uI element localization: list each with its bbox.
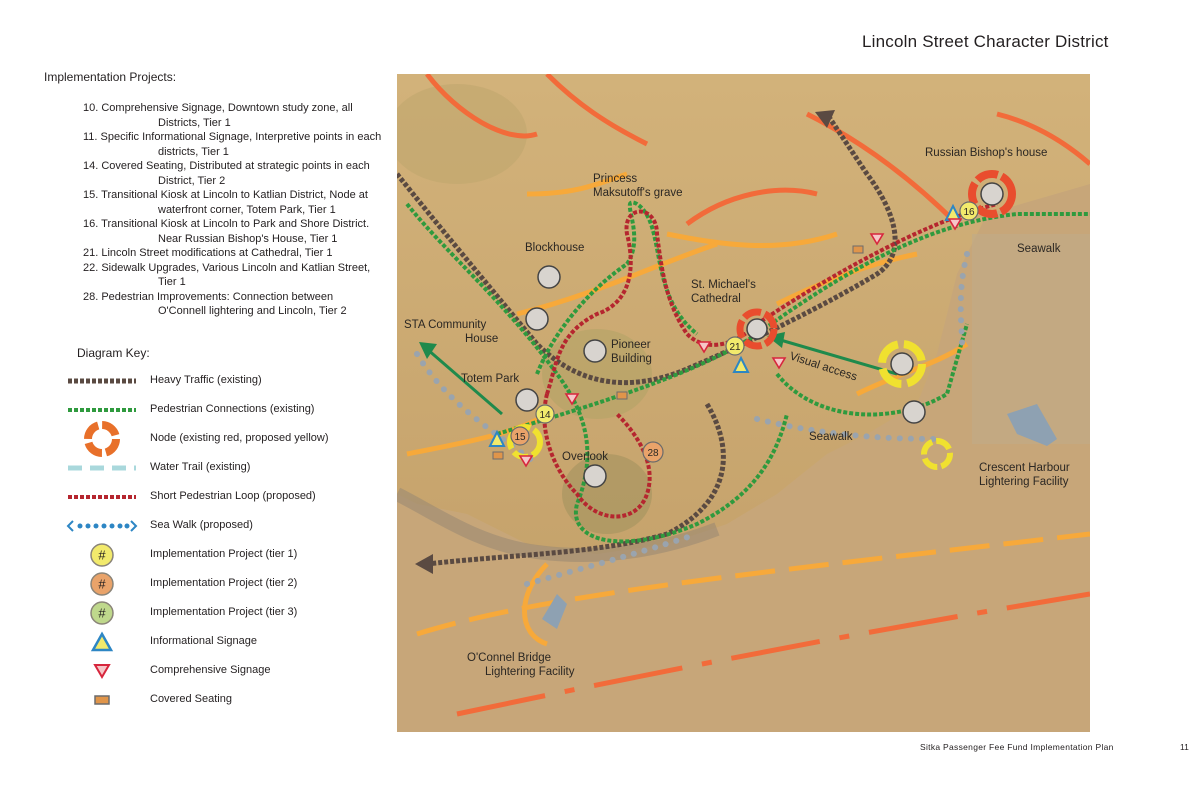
key-water-trail — [66, 457, 386, 479]
node-ring-icon — [66, 428, 138, 450]
seawalk-south-label: Seawalk — [809, 431, 853, 443]
bishop-house-marker — [981, 183, 1003, 205]
pioneer-building-marker — [584, 340, 606, 362]
key-label: Short Pedestrian Loop (proposed) — [150, 490, 316, 502]
project-item: 10. Comprehensive Signage, Downtown study zone, all Districts, Tier 1 — [83, 102, 353, 129]
community-house-marker — [526, 308, 548, 330]
russian-bishop-house-label: Russian Bishop's house — [925, 147, 1048, 159]
key-info-signage — [66, 631, 386, 653]
tier3-hash: # — [98, 605, 106, 621]
st-michaels-cathedral-label: St. Michael's Cathedral — [691, 279, 756, 305]
visual-access-label: Visual access — [788, 350, 859, 384]
key-label: Heavy Traffic (existing) — [150, 374, 262, 386]
crescent-harbour-label: Crescent Harbour Lightering Facility — [979, 462, 1070, 488]
key-node — [66, 428, 386, 450]
project-number: 28 — [647, 448, 659, 459]
tier2-hash: # — [98, 576, 106, 592]
covered-seating-icon — [617, 392, 627, 399]
visual-access-marker — [891, 353, 913, 375]
heavy-traffic-line-icon — [66, 370, 138, 392]
overlook-vegetation — [562, 454, 652, 534]
project-item: 22. Sidewalk Upgrades, Various Lincoln and Katlian Street, Tier 1 — [83, 261, 371, 288]
project-number: 14 — [539, 410, 551, 421]
project-item: 16. Transitional Kiosk at Lincoln to Park and Shore District. Near Russian Bishop's House, Tier 1 — [83, 218, 370, 245]
seawalk-north-label: Seawalk — [1017, 243, 1061, 255]
key-label: Implementation Project (tier 3) — [150, 606, 298, 618]
key-label: Node (existing red, proposed yellow) — [150, 432, 329, 444]
overlook-label: Overlook — [562, 451, 609, 463]
project-item: 14. Covered Seating, Distributed at strategic points in each District, Tier 2 — [83, 160, 370, 187]
key-sea-walk — [66, 515, 386, 537]
totem-park-label: Totem Park — [461, 373, 520, 385]
key-label: Sea Walk (proposed) — [150, 519, 253, 531]
key-label: Implementation Project (tier 1) — [150, 548, 298, 560]
key-pedestrian-connections — [66, 399, 386, 421]
seawalk-marker — [903, 401, 925, 423]
water-trail-line-icon — [66, 457, 138, 479]
project-item: 15. Transitional Kiosk at Lincoln to Katlian District, Node at waterfront corner, Totem Park, Tier 1 — [83, 189, 368, 216]
princess-maksutoff-grave-label: Princess Maksutoff's grave — [593, 173, 683, 199]
key-label: Informational Signage — [150, 635, 258, 647]
pedestrian-line-icon — [66, 399, 138, 421]
key-label: Pedestrian Connections (existing) — [150, 403, 315, 415]
sea-walk-line-icon — [66, 515, 138, 537]
cathedral-marker — [747, 319, 767, 339]
blockhouse-marker — [538, 266, 560, 288]
key-label: Implementation Project (tier 2) — [150, 577, 298, 589]
totem-park-marker — [516, 389, 538, 411]
footer-text: Sitka Passenger Fee Fund Implementation Plan — [920, 742, 1114, 752]
key-tier1 — [66, 544, 386, 566]
projects-list — [44, 101, 384, 319]
project-item: 11. Specific Informational Signage, Interpretive points in each districts, Tier 1 — [83, 131, 382, 158]
tier1-hash: # — [98, 547, 106, 563]
page-title: Lincoln Street Character District — [862, 32, 1109, 51]
blockhouse-label: Blockhouse — [525, 242, 585, 254]
oconnel-bridge-label: O'Connel Bridge Lightering Facility — [467, 652, 575, 678]
project-item: 21. Lincoln Street modifications at Cathedral, Tier 1 — [83, 247, 333, 259]
comp-triangle-icon — [66, 660, 138, 682]
projects-panel — [44, 70, 384, 319]
key-label: Water Trail (existing) — [150, 461, 251, 473]
key-comp-signage — [66, 660, 386, 682]
diagram-key-heading: Diagram Key: — [77, 346, 150, 360]
district-map — [397, 74, 1090, 732]
key-tier3 — [66, 602, 386, 624]
pioneer-building-label: Pioneer Building — [611, 339, 652, 365]
key-covered-seating — [66, 689, 386, 711]
projects-heading: Implementation Projects: — [44, 70, 177, 84]
covered-seating-icon — [853, 246, 863, 253]
page-number: 11 — [1180, 742, 1189, 752]
project-number: 15 — [514, 432, 526, 443]
key-tier2 — [66, 573, 386, 595]
project-item: 28. Pedestrian Improvements: Connection between O'Connell lightering and Lincoln, Tier 2 — [83, 290, 347, 317]
short-loop-line-icon — [66, 486, 138, 508]
sta-community-house-label: STA Community House — [404, 319, 499, 345]
key-label: Covered Seating — [150, 693, 232, 705]
overlook-marker — [584, 465, 606, 487]
info-triangle-icon — [66, 631, 138, 653]
seating-rect-icon — [66, 689, 138, 711]
tier1-circle-icon — [66, 544, 138, 566]
key-label: Comprehensive Signage — [150, 664, 271, 676]
tier2-circle-icon — [66, 573, 138, 595]
tier3-circle-icon — [66, 602, 138, 624]
project-number: 21 — [729, 342, 741, 353]
key-short-loop — [66, 486, 386, 508]
covered-seating-icon — [493, 452, 503, 459]
key-heavy-traffic — [66, 370, 386, 392]
project-number: 16 — [963, 207, 975, 218]
